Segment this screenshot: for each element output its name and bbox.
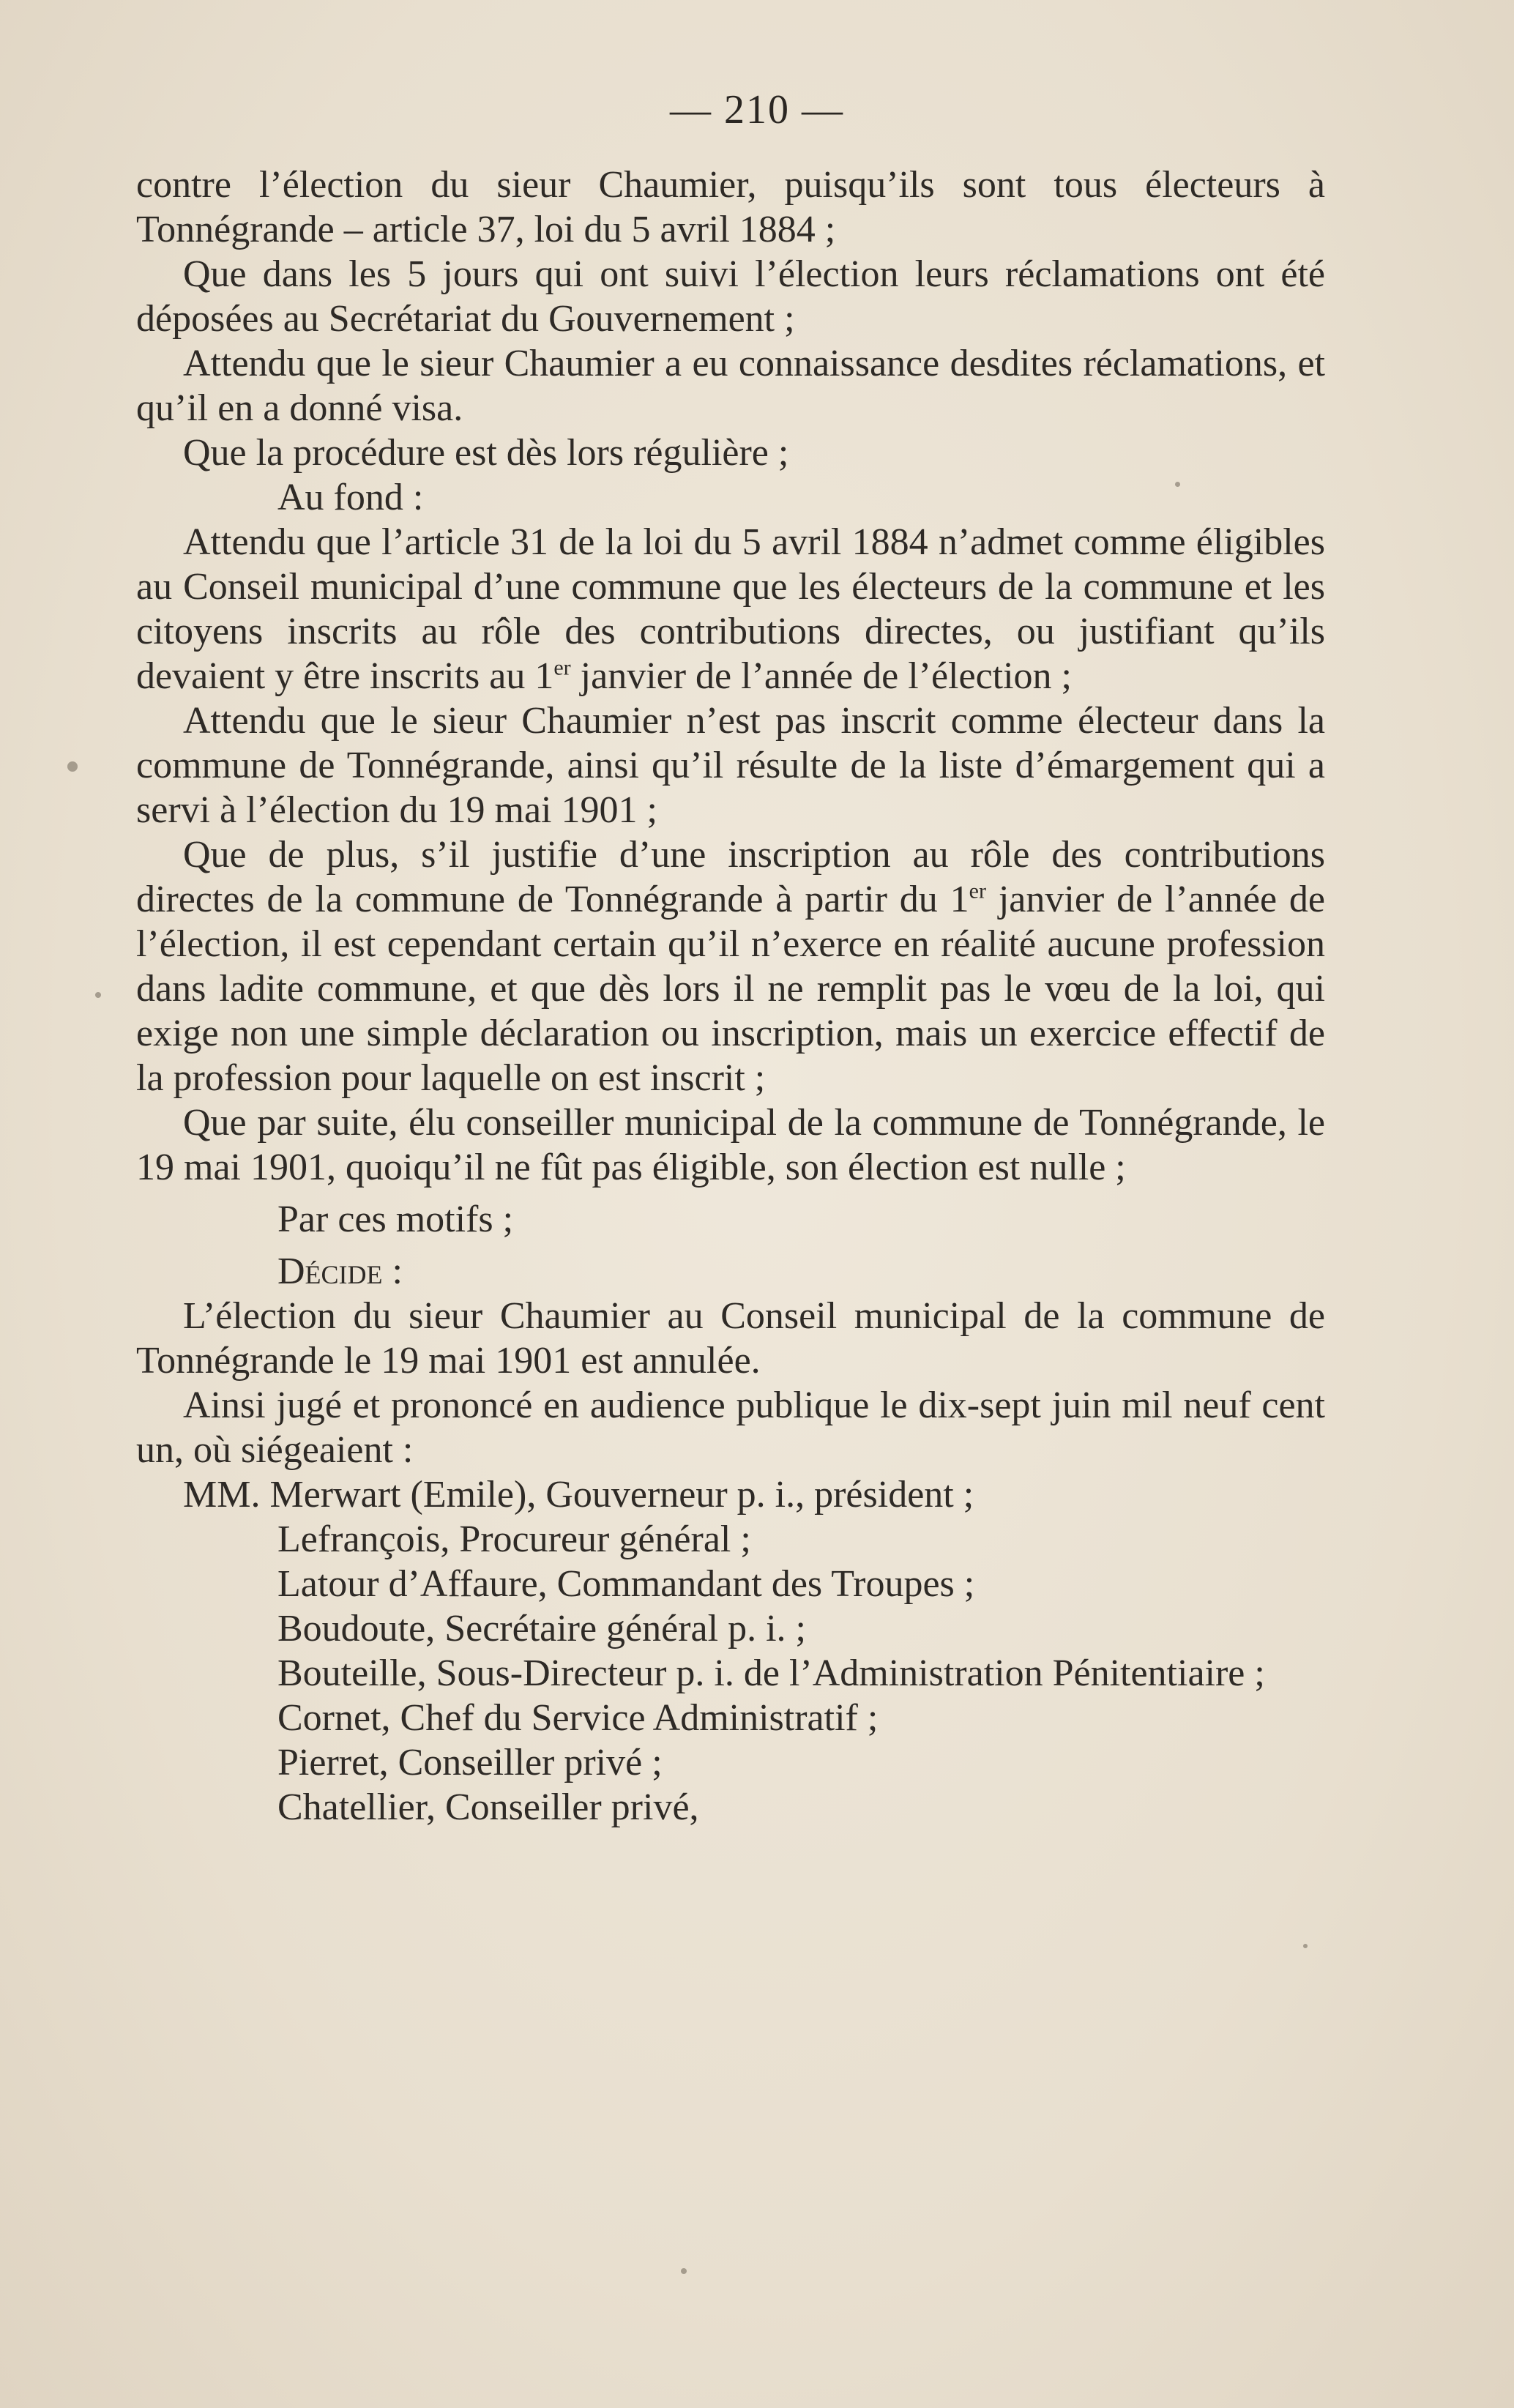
page-number: — 210 — [670,87,844,133]
paragraph-3: Attendu que le sieur Chaumier a eu connaissance desdites réclamations, et qu’il en a donné visa. [136,343,1325,429]
paper-speck [1175,482,1180,487]
member-line: Cornet, Chef du Service Administratif ; [277,1697,879,1739]
paper-speck [67,761,78,772]
heading-decide: Décide : [277,1250,403,1292]
member-line: Boudoute, Secrétaire général p. i. ; [277,1608,806,1650]
paragraph-6-tail: janvier de l’année de l’élection ; [570,655,1072,697]
paper-speck [1303,1944,1308,1948]
ordinal-suffix: er [553,655,571,680]
paragraph-2: Que dans les 5 jours qui ont suivi l’élection leurs réclamations ont été déposées au Secrétariat du Gouvernement ; [136,253,1325,340]
paragraph-audience: Ainsi jugé et prononcé en audience publique le dix-sept juin mil neuf cent un, où siégeaient : [136,1384,1325,1471]
heading-motifs: Par ces motifs ; [277,1199,514,1240]
paper-speck [681,2268,687,2274]
ordinal-suffix: er [969,879,986,903]
member-line: MM. Merwart (Emile), Gouverneur p. i., président ; [183,1474,974,1516]
paragraph-1: contre l’élection du sieur Chaumier, puisqu’ils sont tous électeurs à Tonnégrande – article 37, loi du 5 avril 1884 ; [136,164,1325,250]
paragraph-6-text: Attendu que l’article 31 de la loi du 5 avril 1884 n’admet comme éligibles au Conseil municipal d’une commune que les électeurs de la commune et les citoyens inscrits au rôle des contributions directes, ou justifiant qu’ils devaient y être inscrits au 1 [136,521,1325,697]
member-line: Latour d’Affaure, Commandant des Troupes ; [277,1563,975,1605]
paper-speck [95,992,101,998]
paragraph-8-tail: janvier de l’année de l’élection, il est cependant certain qu’il n’exerce en réalité aucune profession dans ladite commune, et que dès lors il ne remplit pas le vœu de la loi, qui exige non une simple déclaration ou inscription, mais un exercice effectif de la profession pour laquelle on est inscrit ; [136,879,1325,1099]
member-line: Chatellier, Conseiller privé, [277,1786,699,1828]
paragraph-7: Attendu que le sieur Chaumier n’est pas inscrit comme électeur dans la commune de Tonnégrande, ainsi qu’il résulte de la liste d’émargement qui a servi à l’élection du 19 mai 1901 ; [136,700,1325,831]
paragraph-decision: L’élection du sieur Chaumier au Conseil municipal de la commune de Tonnégrande le 19 mai 1901 est annulée. [136,1295,1325,1382]
member-line: Pierret, Conseiller privé ; [277,1742,663,1783]
body-text [136,163,1325,1830]
paragraph-6 [136,520,1325,698]
heading-au-fond: Au fond : [277,477,424,518]
member-line: Lefrançois, Procureur général ; [277,1518,751,1560]
paragraph-9: Que par suite, élu conseiller municipal de la commune de Tonnégrande, le 19 mai 1901, quoiqu’il ne fût pas éligible, son élection est nulle ; [136,1102,1325,1188]
paragraph-8 [136,832,1325,1100]
member-line: Bouteille, Sous-Directeur p. i. de l’Administration Pénitentiaire ; [277,1652,1265,1694]
paragraph-8-text: Que de plus, s’il justifie d’une inscription au rôle des contributions directes de la commune de Tonnégrande à partir du 1 [136,834,1325,920]
paragraph-4: Que la procédure est dès lors régulière ; [183,432,789,474]
